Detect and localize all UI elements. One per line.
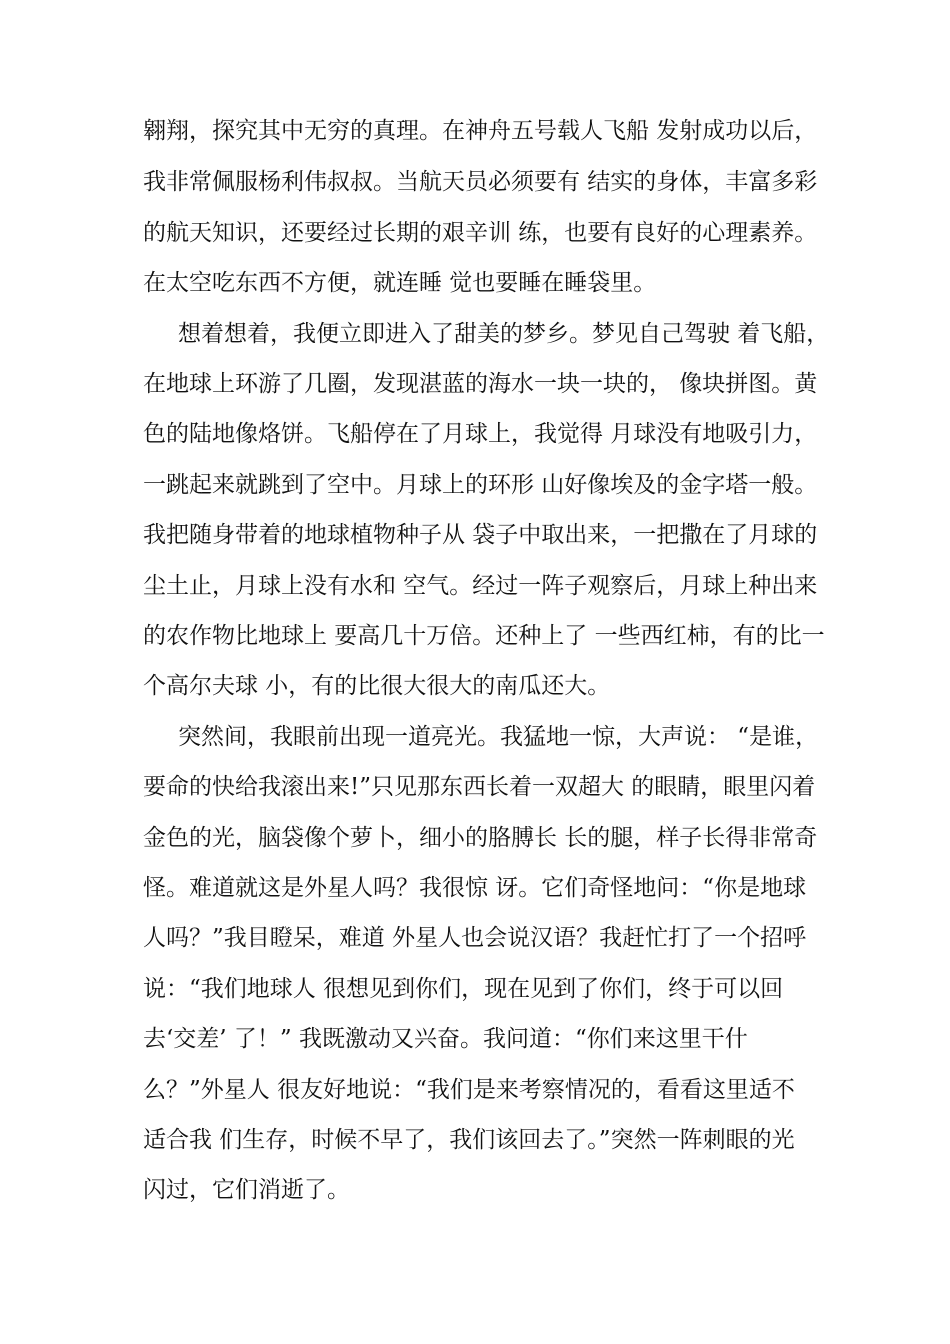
text-line: 突然间，我眼前出现一道亮光。我猛地一惊，大声说： “是谁， bbox=[178, 724, 819, 750]
text-line: 在太空吃东西不方便，就连睡 觉也要睡在睡袋里。 bbox=[143, 270, 657, 296]
text-line: 去‘交差’ 了！” 我既激动又兴奋。我问道：“你们来这里干什 bbox=[143, 1026, 748, 1052]
text-line: 说：“我们地球人 很想见到你们，现在见到了你们，终于可以回 bbox=[143, 976, 784, 1002]
text-line: 人吗？”我目瞪呆，难道 外星人也会说汉语？我赶忙打了一个招呼 bbox=[143, 925, 807, 951]
text-line: 尘土止，月球上没有水和 空气。经过一阵子观察后，月球上种出来 bbox=[143, 573, 818, 599]
text-line: 翱翔，探究其中无穷的真理。在神舟五号载人飞船 发射成功以后， bbox=[143, 118, 818, 144]
text-line: 的农作物比地球上 要高几十万倍。还种上了 一些西红柿，有的比一 bbox=[143, 623, 825, 649]
text-line: 适合我 们生存，时候不早了，我们该回去了。”突然一阵刺眼的光 bbox=[143, 1127, 795, 1153]
text-line: 色的陆地像烙饼。飞船停在了月球上，我觉得 月球没有地吸引力， bbox=[143, 421, 818, 447]
text-line: 一跳起来就跳到了空中。月球上的环形 山好像埃及的金字塔一般。 bbox=[143, 472, 818, 498]
text-line: 闪过，它们消逝了。 bbox=[143, 1177, 350, 1203]
text-line: 的航天知识，还要经过长期的艰辛训 练，也要有良好的心理素养。 bbox=[143, 220, 818, 246]
text-line: 怪。难道就这是外星人吗？我很惊 讶。它们奇怪地问：“你是地球 bbox=[143, 875, 807, 901]
text-line: 我把随身带着的地球植物种子从 袋子中取出来，一把撒在了月球的 bbox=[143, 522, 818, 548]
text-line: 想着想着，我便立即进入了甜美的梦乡。梦见自己驾驶 着飞船， bbox=[178, 321, 830, 347]
text-line: 金色的光，脑袋像个萝卜，细小的胳膊长 长的腿，样子长得非常奇 bbox=[143, 825, 818, 851]
text-line: 我非常佩服杨利伟叔叔。当航天员必须要有 结实的身体，丰富多彩 bbox=[143, 169, 818, 195]
text-line: 么？”外星人 很友好地说：“我们是来考察情况的，看看这里适不 bbox=[143, 1077, 795, 1103]
text-line: 要命的快给我滚出来!”只见那东西长着一双超大 的眼睛，眼里闪着 bbox=[143, 774, 816, 800]
text-line: 在地球上环游了几圈，发现湛蓝的海水一块一块的， 像块拼图。黄 bbox=[143, 371, 818, 397]
text-line: 个高尔夫球 小，有的比很大很大的南瓜还大。 bbox=[143, 673, 611, 699]
